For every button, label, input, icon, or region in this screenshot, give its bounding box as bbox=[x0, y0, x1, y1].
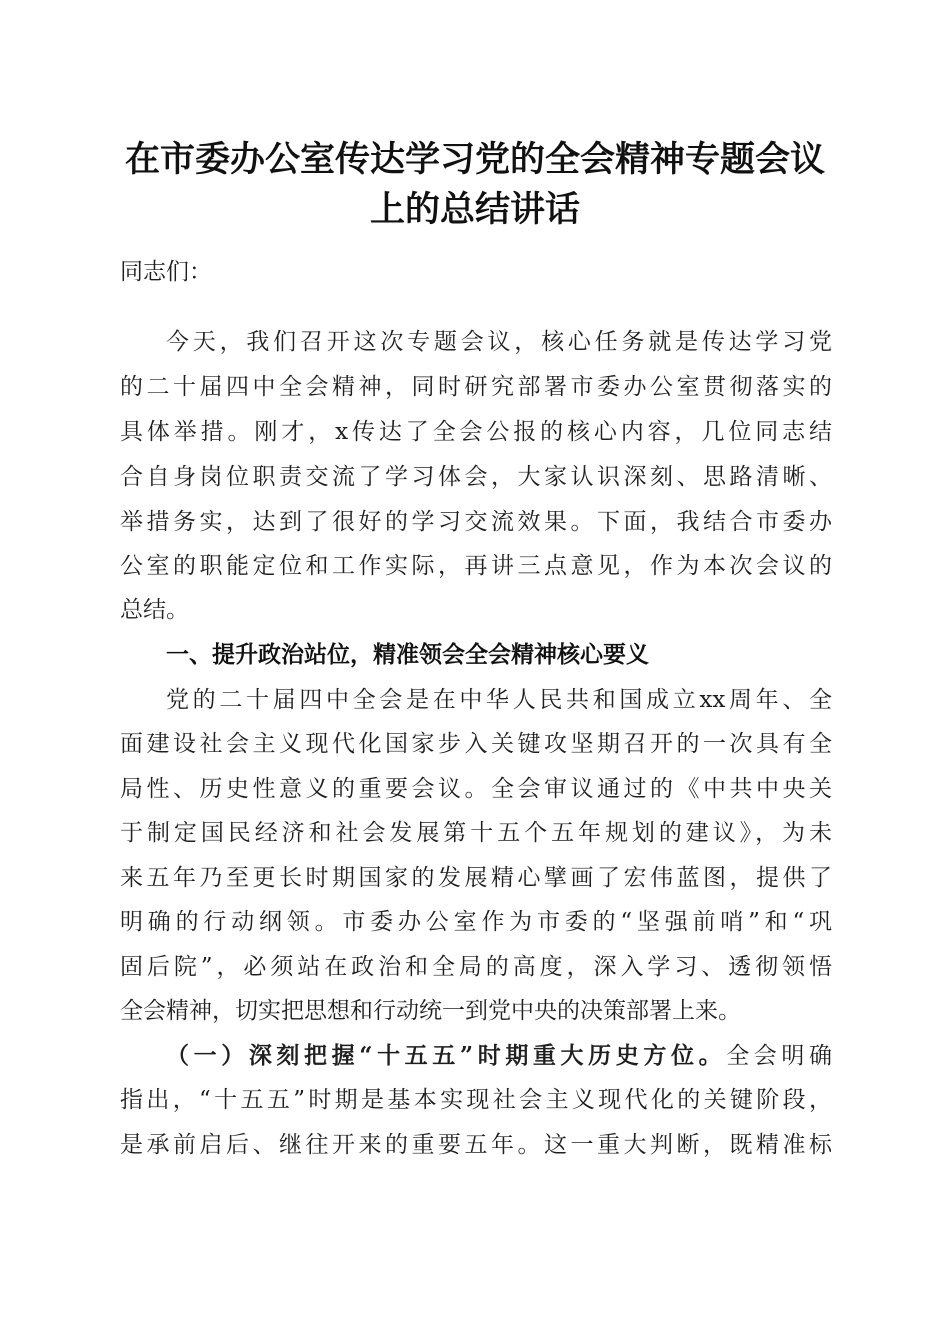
paragraph-2-line: 明确的行动纲领。市委办公室作为市委的“坚强前哨”和“巩 bbox=[120, 909, 832, 935]
paragraph-3-line: 是承前启后、继往开来的重要五年。这一重大判断，既精准标 bbox=[120, 1132, 832, 1158]
paragraph-3-line: 指出，“十五五”时期是基本实现社会主义现代化的关键阶段， bbox=[120, 1087, 832, 1113]
document-title-line-2: 上的总结讲话 bbox=[369, 189, 580, 230]
paragraph-1-line: 公室的职能定位和工作实际，再讲三点意见，作为本次会议的 bbox=[120, 553, 832, 579]
paragraph-1-line: 总结。 bbox=[120, 597, 189, 623]
paragraph-2-line: 党的二十届四中全会是在中华人民共和国成立xx周年、全 bbox=[166, 687, 832, 713]
section-heading-1: 一、提升政治站位，精准领会全会精神核心要义 bbox=[166, 642, 649, 668]
paragraph-2-line: 局性、历史性意义的重要会议。全会审议通过的《中共中央关 bbox=[120, 776, 832, 802]
paragraph-1-line: 今天，我们召开这次专题会议，核心任务就是传达学习党 bbox=[166, 329, 832, 355]
paragraph-1-line: 的二十届四中全会精神，同时研究部署市委办公室贯彻落实的 bbox=[120, 374, 832, 400]
paragraph-2-line: 于制定国民经济和社会发展第十五个五年规划的建议》，为未 bbox=[120, 820, 832, 846]
subsection-heading-1: （一）深刻把握“十五五”时期重大历史方位。 bbox=[166, 1042, 727, 1069]
salutation: 同志们： bbox=[120, 259, 212, 285]
paragraph-1-line: 合自身岗位职责交流了学习体会，大家认识深刻、思路清晰、 bbox=[120, 464, 832, 490]
document-title-line-1: 在市委办公室传达学习党的全会精神专题会议 bbox=[124, 139, 825, 180]
paragraph-3-first-line bbox=[166, 1040, 832, 1072]
paragraph-3-first-line-rest: 全会明确 bbox=[726, 1043, 833, 1069]
paragraph-2-line: 固后院”，必须站在政治和全局的高度，深入学习、透彻领悟 bbox=[120, 954, 832, 980]
paragraph-2-line: 全会精神，切实把思想和行动统一到党中央的决策部署上来。 bbox=[120, 998, 741, 1024]
paragraph-2-line: 面建设社会主义现代化国家步入关键攻坚期召开的一次具有全 bbox=[120, 731, 832, 757]
paragraph-1-line: 举措务实，达到了很好的学习交流效果。下面，我结合市委办 bbox=[120, 509, 832, 535]
paragraph-2-line: 来五年乃至更长时期国家的发展精心擘画了宏伟蓝图，提供了 bbox=[120, 865, 832, 891]
paragraph-1-line: 具体举措。刚才，x传达了全会公报的核心内容，几位同志结 bbox=[120, 419, 832, 445]
